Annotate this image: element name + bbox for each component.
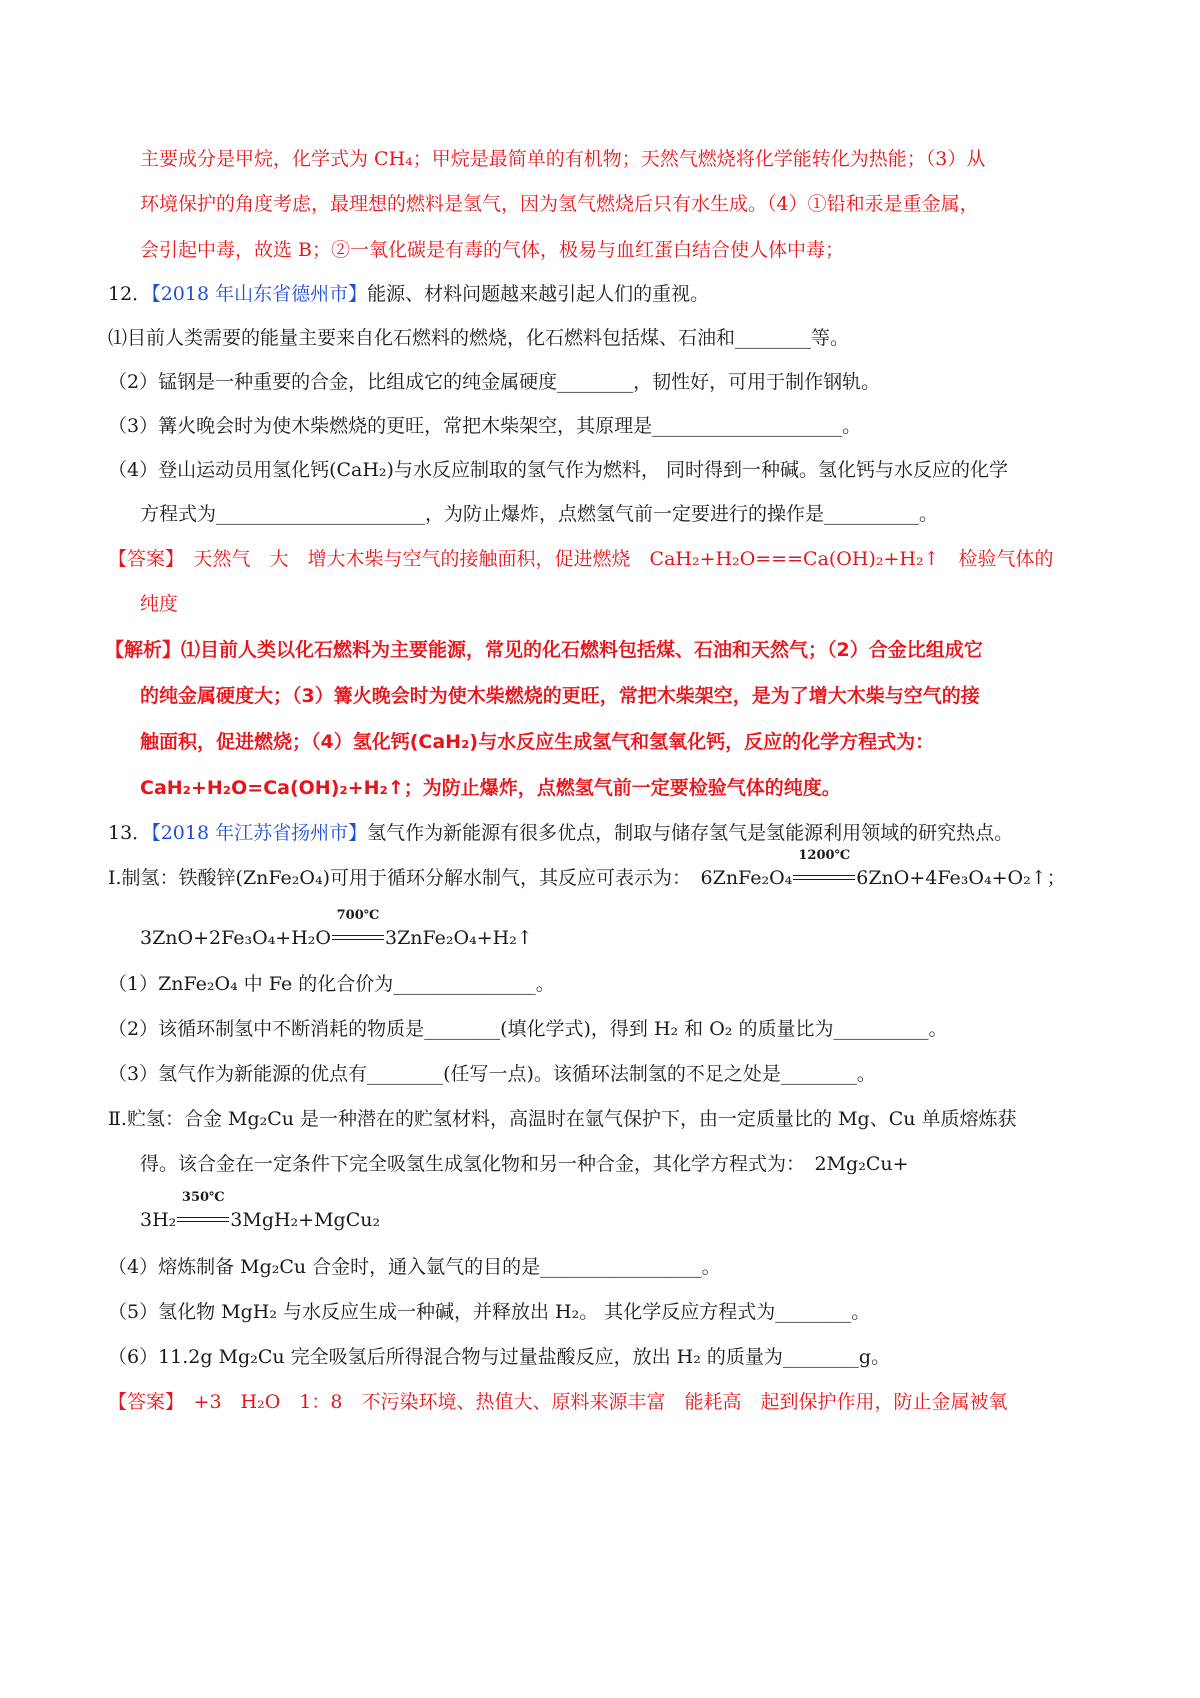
q12-analysis-label: 【解析】 [105, 639, 182, 661]
eq3-right: 3MgH₂+MgCu₂ [230, 1209, 381, 1231]
q12-analysis-line-2: 的纯金属硬度大；（3）篝火晚会时为使木柴燃烧的更旺，常把木柴架空，是为了增大木柴与空气的接 [140, 685, 980, 707]
eq2-left: 3ZnO+2Fe₃O₄+H₂O [140, 927, 331, 949]
q13-source: 【2018 年江苏省扬州市】 [151, 822, 368, 844]
q13-part-5: （5）氢化物 MgH₂ 与水反应生成一种碱，并释放出 H₂。 其化学反应方程式为________。 [108, 1301, 871, 1323]
q13-part-1: （1）ZnFe₂O₄ 中 Fe 的化合价为_______________。 [108, 973, 555, 995]
q12-answer-label: 【答案】 [108, 548, 175, 570]
q13-answer-line-1 [108, 1388, 1007, 1416]
q12-analysis-text-1: ⑴目前人类以化石燃料为主要能源，常见的化石燃料包括煤、石油和天然气；（2）合金比组成它 [181, 639, 983, 661]
q12-analysis-line-1 [105, 636, 983, 664]
eq3-condition [177, 1190, 229, 1234]
eq2-condition-text: 700℃ [336, 908, 380, 923]
q13-part-3: （3）氢气作为新能源的优点有________(任写一点)。该循环法制氢的不足之处是________。 [108, 1063, 876, 1085]
eq3-left: 3H₂ [140, 1209, 177, 1231]
q13-stem: 氢气作为新能源有很多优点，制取与储存氢气是氢能源利用领域的研究热点。 [367, 822, 1014, 844]
q13-answer-text: +3 H₂O 1：8 不污染环境、热值大、原料来源丰富 能耗高 起到保护作用，防止金属被氧 [193, 1391, 1008, 1413]
eq1-left: 6ZnFe₂O₄ [700, 867, 793, 889]
eq1-condition [793, 848, 855, 892]
q12-part-3: （3）篝火晚会时为使木柴燃烧的更旺，常把木柴架空，其原理是____________________。 [108, 415, 862, 437]
q13-part-4: （4）熔炼制备 Mg₂Cu 合金时，通入氩气的目的是_________________。 [108, 1256, 721, 1278]
q13-part-1-intro [108, 848, 1066, 892]
q11-solution-line-2: 环境保护的角度考虑，最理想的燃料是氢气，因为氢气燃烧后只有水生成。（4）①铅和汞是重金属， [140, 193, 979, 215]
q13-answer-label: 【答案】 [108, 1391, 175, 1413]
q13-part-1-intro-text: I.制氢：铁酸锌(ZnFe₂O₄)可用于循环分解水制气，其反应可表示为： [108, 867, 682, 889]
eq3-condition-text: 350℃ [181, 1190, 225, 1205]
q13-part-2: （2）该循环制氢中不断消耗的物质是________(填化学式)，得到 H₂ 和 O₂ 的质量比为__________。 [108, 1018, 948, 1040]
eq2-right: 3ZnFe₂O₄+H₂↑ [385, 927, 533, 949]
q12-analysis-line-3: 触面积，促进燃烧；（4）氢化钙(CaH₂)与水反应生成氢气和氢氧化钙，反应的化学方程式为： [140, 731, 935, 753]
equation-1 [700, 848, 1066, 889]
eq2-condition [332, 908, 384, 952]
q13-header [108, 819, 1013, 847]
equation-3 [140, 1190, 381, 1234]
q12-source: 【2018 年山东省德州市】 [151, 283, 368, 305]
eq1-right: 6ZnO+4Fe₃O₄+O₂↑； [856, 867, 1066, 889]
q12-part-4-line-2: 方程式为______________________，为防止爆炸，点燃氢气前一定要进行的操作是__________。 [140, 503, 939, 525]
q13-number: 13． [108, 822, 152, 844]
q12-analysis-line-4: CaH₂+H₂O=Ca(OH)₂+H₂↑；为防止爆炸，点燃氢气前一定要检验气体的纯度。 [140, 777, 841, 799]
q12-part-4-line-1: （4）登山运动员用氢化钙(CaH₂)与水反应制取的氢气作为燃料， 同时得到一种碱。氢化钙与水反应的化学 [108, 459, 1009, 481]
q13-part-2-intro-line-2: 得。该合金在一定条件下完全吸氢生成氢化物和另一种合金，其化学方程式为： 2Mg₂Cu+ [140, 1153, 909, 1175]
eq1-condition-text: 1200℃ [798, 848, 851, 863]
q11-solution-line-3: 会引起中毒，故选 B；②一氧化碳是有毒的气体，极易与血红蛋白结合使人体中毒； [140, 239, 845, 261]
q12-answer-text: 天然气 大 增大木柴与空气的接触面积，促进燃烧 CaH₂+H₂O===Ca(OH)₂+H₂↑ 检验气体的 [193, 548, 1054, 570]
q12-part-2: （2）锰钢是一种重要的合金，比组成它的纯金属硬度________，韧性好，可用于制作钢轨。 [108, 371, 881, 393]
q12-part-1: ⑴目前人类需要的能量主要来自化石燃料的燃烧，化石燃料包括煤、石油和________等。 [108, 327, 850, 349]
q12-stem: 能源、材料问题越来越引起人们的重视。 [367, 283, 710, 305]
q11-solution-line-1: 主要成分是甲烷，化学式为 CH₄；甲烷是最简单的有机物；天然气燃烧将化学能转化为热能；（3）从 [140, 148, 986, 170]
q13-part-2-intro-line-1: Ⅱ.贮氢：合金 Mg₂Cu 是一种潜在的贮氢材料，高温时在氩气保护下，由一定质量比的 Mg、Cu 单质熔炼获 [108, 1108, 1017, 1130]
q12-number: 12． [108, 283, 152, 305]
q13-part-6: （6）11.2g Mg₂Cu 完全吸氢后所得混合物与过量盐酸反应，放出 H₂ 的质量为________g。 [108, 1346, 891, 1368]
q12-answer-line-2: 纯度 [140, 593, 179, 615]
q12-answer-line-1 [108, 545, 1054, 573]
q12-header [108, 280, 709, 308]
equation-2 [140, 908, 533, 952]
